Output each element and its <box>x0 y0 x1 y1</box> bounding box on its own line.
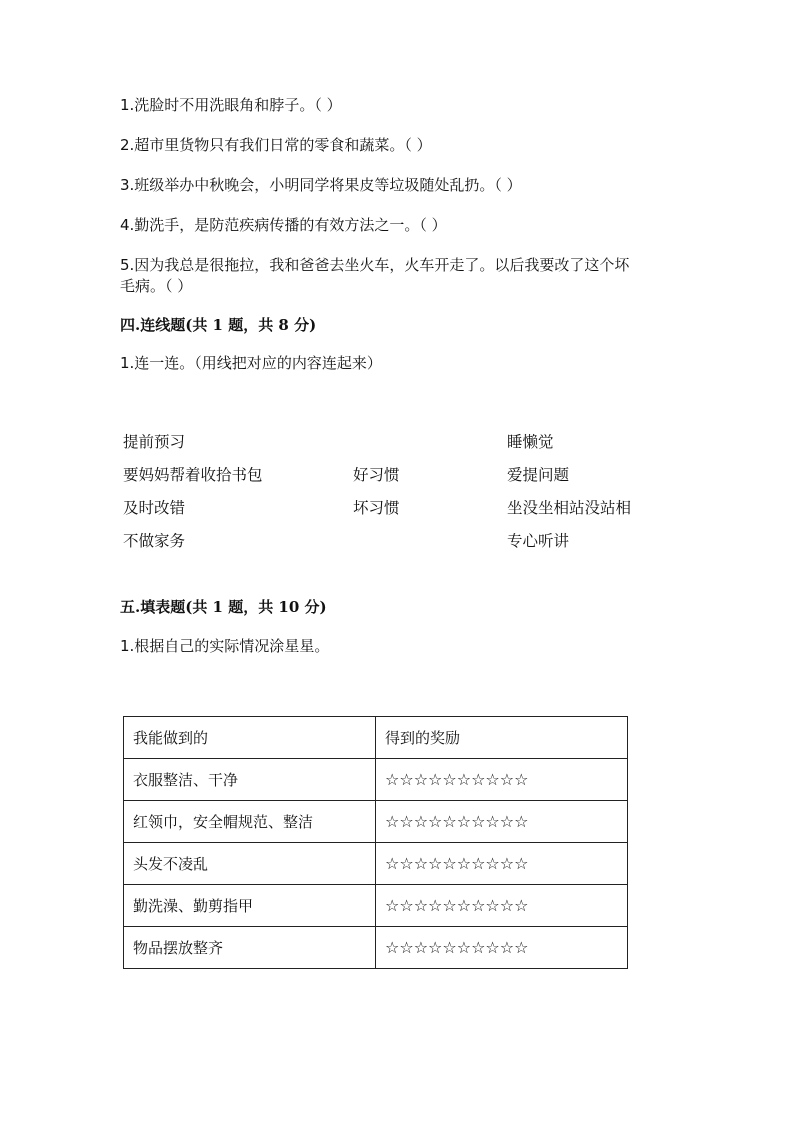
behavior-cell: 红领巾，安全帽规范、整洁 <box>124 801 376 843</box>
table-header-cell: 我能做到的 <box>124 717 376 759</box>
judgement-question-2: 2.超市里货物只有我们日常的零食和蔬菜。（ ） <box>120 136 432 154</box>
behavior-cell: 衣服整洁、干净 <box>124 759 376 801</box>
judgement-question-3: 3.班级举办中秋晚会，小明同学将果皮等垃圾随处乱扔。（ ） <box>120 176 522 194</box>
match-left-item[interactable]: 不做家务 <box>123 532 186 550</box>
match-middle-item[interactable]: 好习惯 <box>353 466 400 484</box>
table-row <box>124 885 628 927</box>
judgement-question-5-line-1: 5.因为我总是很拖拉，我和爸爸去坐火车，火车开走了。以后我要改了这个坏 <box>120 256 630 274</box>
section-4-question: 1.连一连。（用线把对应的内容连起来） <box>120 354 382 372</box>
stars-cell[interactable]: ☆☆☆☆☆☆☆☆☆☆ <box>376 885 628 927</box>
match-right-item[interactable]: 睡懒觉 <box>507 433 554 451</box>
table-row <box>124 801 628 843</box>
match-right-item[interactable]: 爱提问题 <box>507 466 570 484</box>
table-header-cell: 得到的奖励 <box>376 717 628 759</box>
match-right-item[interactable]: 坐没坐相站没站相 <box>507 499 632 517</box>
judgement-question-4: 4.勤洗手，是防范疾病传播的有效方法之一。（ ） <box>120 216 447 234</box>
behavior-cell: 头发不凌乱 <box>124 843 376 885</box>
section-4-heading: 四.连线题(共 1 题，共 8 分) <box>120 316 317 334</box>
star-rating-table <box>123 716 628 969</box>
match-left-item[interactable]: 提前预习 <box>123 433 186 451</box>
stars-cell[interactable]: ☆☆☆☆☆☆☆☆☆☆ <box>376 927 628 969</box>
section-5-question: 1.根据自己的实际情况涂星星。 <box>120 637 330 655</box>
judgement-question-1: 1.洗脸时不用洗眼角和脖子。（ ） <box>120 96 342 114</box>
match-left-item[interactable]: 要妈妈帮着收拾书包 <box>123 466 263 484</box>
match-middle-item[interactable]: 坏习惯 <box>353 499 400 517</box>
match-left-item[interactable]: 及时改错 <box>123 499 186 517</box>
judgement-question-5-line-2: 毛病。（ ） <box>120 277 193 295</box>
section-5-heading: 五.填表题(共 1 题，共 10 分) <box>120 598 327 616</box>
table-row <box>124 843 628 885</box>
table-row <box>124 927 628 969</box>
table-row <box>124 759 628 801</box>
table-header-row <box>124 717 628 759</box>
behavior-cell: 物品摆放整齐 <box>124 927 376 969</box>
behavior-cell: 勤洗澡、勤剪指甲 <box>124 885 376 927</box>
stars-cell[interactable]: ☆☆☆☆☆☆☆☆☆☆ <box>376 759 628 801</box>
stars-cell[interactable]: ☆☆☆☆☆☆☆☆☆☆ <box>376 801 628 843</box>
match-right-item[interactable]: 专心听讲 <box>507 532 570 550</box>
stars-cell[interactable]: ☆☆☆☆☆☆☆☆☆☆ <box>376 843 628 885</box>
